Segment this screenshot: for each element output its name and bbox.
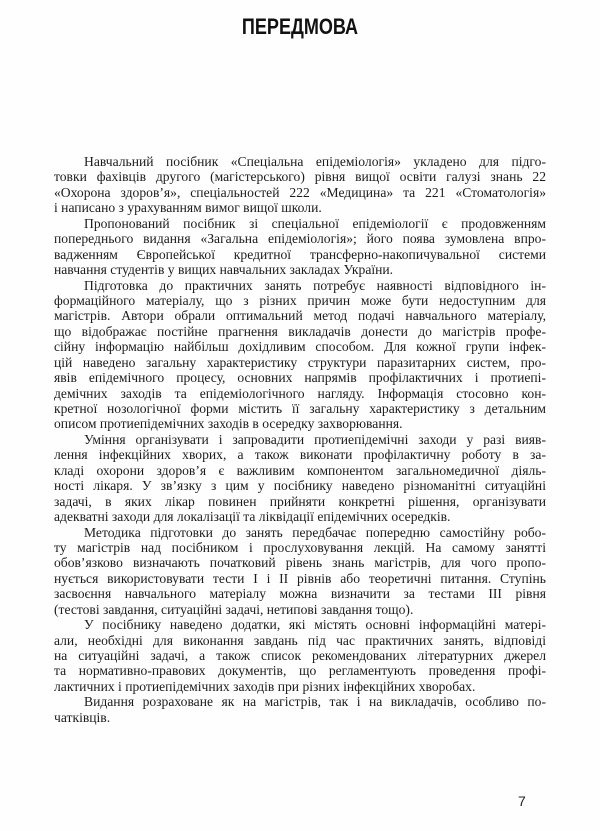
paragraph	[54, 694, 546, 725]
text-line: кладі охорони здоров’я є важливим компонентом загальномедичної діяль-	[54, 462, 546, 478]
preface-body	[54, 154, 546, 725]
text-line: на ситуаційні задачі, а також список рекомендованих літературних джерел	[54, 648, 546, 663]
paragraph	[54, 278, 546, 432]
text-line: та нормативно-правових документів, що регламентують проведення профі-	[54, 663, 546, 679]
paragraph	[54, 154, 546, 216]
text-line: обов’язково визначають початковий рівень знань магістрів, для чого пропо-	[54, 555, 546, 571]
text-line: али, необхідні для виконання завдань під час практичних занять, відповіді	[54, 632, 546, 648]
text-line: демічних заходів та епідеміологічного нагляду. Інформація стосовно кон-	[54, 385, 546, 401]
text-line: Підготовка до практичних занять потребує наявності відповідного ін-	[84, 277, 546, 293]
page-number: 7	[518, 793, 526, 809]
text-line: Видання розраховане як на магістрів, так і на викладачів, особливо по-	[84, 694, 546, 710]
page-title: ПЕРЕДМОВА	[241, 14, 359, 39]
text-line: кретної нозологічної форми містить її загальну характеристику з детальним	[54, 401, 546, 416]
text-line: описом протиепідемічних заходів в осередку захворювання.	[54, 416, 403, 432]
text-line: сійну інформацію найбільш дохідливим способом. Для кожної групи інфек-	[54, 339, 546, 355]
text-line: вадженням Європейської кредитної трансферно-накопичувальної системи	[54, 246, 546, 262]
text-line: задачі, в яких лікар повинен прийняти конкретні рішення, організувати	[54, 493, 546, 509]
text-line: ту магістрів над посібником і прослуховування лекцій. На самому занятті	[54, 539, 546, 555]
text-line: нується використовувати тести І і ІІ рівнів або теоретичні питання. Ступінь	[54, 570, 546, 586]
text-line: ності лікаря. У зв’язку з цим у посібнику наведено різноманітні ситуаційні	[54, 478, 546, 494]
text-line: У посібнику наведено додатки, які містять основні інформаційні матері-	[84, 617, 546, 633]
text-line: що відображає постійне прагнення викладачів донести до магістрів профе-	[54, 323, 546, 339]
text-line: «Охорона здоров’я», спеціальностей 222 «Медицина» та 221 «Стоматологія»	[54, 184, 546, 200]
text-line: адекватні заходи для локалізації та ліквідації епідемічних осередків.	[54, 509, 451, 525]
text-line: попереднього видання «Загальна епідеміологія»; його поява зумовлена впро-	[54, 231, 546, 247]
paragraph	[54, 525, 546, 618]
text-line: лення інфекційних хворих, а також виконати профілактичну роботу в за-	[54, 447, 546, 463]
text-line: Уміння організувати і запровадити протиепідемічні заходи у разі вияв-	[84, 431, 546, 447]
text-line: (тестові завдання, ситуаційні задачі, нетипові завдання тощо).	[54, 601, 414, 617]
paragraph	[54, 432, 546, 525]
text-line: формаційного матеріалу, що з різних причин може бути недоступним для	[54, 292, 546, 308]
paragraph	[54, 617, 546, 694]
text-line: і написано з урахуванням вимог вищої школи.	[54, 200, 322, 216]
text-line: Пропонований посібник зі спеціальної епідеміології є продовженням	[84, 215, 546, 231]
text-line: Навчальний посібник «Спеціальна епідеміологія» укладено для підго-	[84, 154, 546, 169]
text-line: чатківців.	[54, 709, 111, 725]
text-line: засвоєння навчального матеріалу можна визначити за тестами ІІІ рівня	[54, 586, 546, 602]
text-line: навчання студентів у вищих навчальних закладах України.	[54, 262, 394, 278]
text-line: Методика підготовки до занять передбачає попередню самостійну робо-	[84, 524, 546, 540]
text-line: цій наведено загальну характеристику структури паразитарних систем, про-	[54, 354, 546, 370]
text-line: магістрів. Автори обрали оптимальний метод подачі навчального матеріалу,	[54, 308, 546, 324]
text-line: лактичних і протиепідемічних заходів при різних інфекційних хворобах.	[54, 678, 476, 694]
text-line: товки фахівців другого (магістерського) рівня вищої освіти галузі знань 22	[54, 169, 546, 185]
paragraph	[54, 216, 546, 278]
text-line: явів епідемічного процесу, основних напрямів профілактичних і протиепі-	[54, 370, 546, 386]
